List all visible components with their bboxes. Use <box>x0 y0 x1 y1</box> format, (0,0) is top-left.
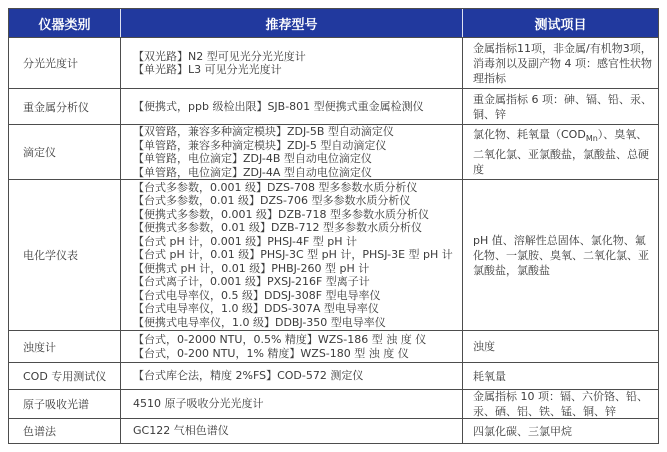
model-line: 【双光路】N2 型可见光分光光度计 <box>133 49 306 63</box>
model-line: 【便携式多参数，0.01 级】DZB-712 型多参数水质分析仪 <box>133 221 423 235</box>
category-label: 色谱法 <box>23 425 56 438</box>
tests-cell <box>463 180 658 330</box>
category-label: 浊度计 <box>23 340 56 354</box>
model-line: 【台式，0-2000 NTU，0.5% 精度】WZS-186 型 浊 度 仪 <box>133 333 427 346</box>
models-cell <box>120 180 463 330</box>
model-line: 【台式离子计，0.001 级】PXSJ-216F 型离子计 <box>133 275 370 289</box>
model-line: 【便携式多参数，0.001 级】DZB-718 型多参数水质分析仪 <box>133 207 429 221</box>
model-line: 【双管路，兼容多种滴定模块】ZDJ-5B 型自动滴定仪 <box>133 125 394 138</box>
table-row <box>9 418 658 443</box>
model-line: 【台式 pH 计，0.01 级】PHSJ-3C 型 pH 计，PHSJ-3E 型 pH 计 <box>133 248 453 262</box>
model-line: 【台式多参数，0.001 级】DZS-708 型多参数水质分析仪 <box>133 180 418 194</box>
category-cell <box>9 419 120 443</box>
model-line: 【台式库仑法，精度 2%FS】COD-572 测定仪 <box>133 369 364 383</box>
category-label: 滴定仪 <box>23 146 56 159</box>
category-label: 原子吸收光谱 <box>23 398 89 411</box>
tests-text: 金属指标11项，非金属/有机物3项，消毒剂以及副产物 4 项：感官性状物理指标 <box>473 41 652 85</box>
model-line: 【便携式，ppb 级检出限】SJB-801 型便携式重金属检测仪 <box>133 99 424 113</box>
category-label: COD 专用测试仪 <box>23 370 107 383</box>
model-line: 【台式 pH 计，0.001 级】PHSJ-4F 型 pH 计 <box>133 234 358 248</box>
model-line: 4510 原子吸收分光光度计 <box>133 397 264 411</box>
table-row <box>9 362 658 389</box>
models-cell <box>120 363 463 389</box>
category-label: 重金属分析仪 <box>23 100 89 114</box>
table-row <box>9 389 658 418</box>
model-line: 【单管路，电位滴定】ZDJ-4B 型自动电位滴定仪 <box>133 152 372 165</box>
tests-text: pH 值、溶解性总固体、氯化物、氟化物、一氯胺、臭氧、二氧化氯、亚氯酸盐，氯酸盐 <box>473 233 649 277</box>
category-cell <box>9 331 120 362</box>
category-cell <box>9 180 120 330</box>
table-row <box>9 330 658 362</box>
models-cell <box>120 331 463 362</box>
category-cell <box>9 363 120 389</box>
tests-text: 浊度 <box>473 340 495 353</box>
model-line: 【台式，0-200 NTU，1% 精度】WZS-180 型 浊 度 仪 <box>133 346 409 360</box>
model-line: 【台式电导率仪，0.5 级】DDSJ-308F 型电导率仪 <box>133 288 381 302</box>
tests-cell <box>463 419 658 443</box>
category-cell <box>9 38 120 88</box>
model-line: 【便携式 pH 计，0.01 级】PHBJ-260 型 pH 计 <box>133 261 370 275</box>
category-cell <box>9 125 120 179</box>
tests-cell <box>463 390 658 418</box>
table-row <box>9 88 658 124</box>
tests-cell <box>463 125 658 179</box>
model-line: 【单管路，电位滴定】ZDJ-4A 型自动电位滴定仪 <box>133 165 372 179</box>
model-line: 【单光路】L3 可见分光光度计 <box>133 63 282 76</box>
table-header-row <box>9 9 658 37</box>
cod-mn-subscript: Mn <box>585 134 598 144</box>
header-instrument-category: 仪器类别 <box>38 17 91 33</box>
models-cell <box>120 419 463 443</box>
model-line: GC122 气相色谱仪 <box>133 424 229 438</box>
category-label: 电化学仪表 <box>23 249 78 262</box>
models-cell <box>120 38 463 88</box>
table-row <box>9 37 658 88</box>
header-recommended-model: 推荐型号 <box>120 9 463 37</box>
model-line: 【台式多参数，0.01 级】DZS-706 型多参数水质分析仪 <box>133 194 411 208</box>
instrument-table <box>8 8 659 444</box>
tests-cell <box>463 89 658 124</box>
table-row <box>9 124 658 179</box>
tests-text: 重金属指标 6 项：砷、镉、铅、汞、铜、锌 <box>473 92 652 121</box>
tests-text-part: ）、臭氧、二氧化氯、亚氯酸盐，氯酸盐、总硬度 <box>473 128 649 176</box>
tests-cell <box>463 363 658 389</box>
category-cell <box>9 390 120 418</box>
tests-text: 金属指标 10 项：镉、六价铬、铅、汞、硒、铝、铁、锰、铜、锌 <box>473 390 648 418</box>
table-row <box>9 179 658 330</box>
category-cell <box>9 89 120 124</box>
header-test-items: 测试项目 <box>534 17 587 33</box>
models-cell <box>120 390 463 418</box>
tests-text: 四氯化碳、三氯甲烷 <box>473 424 572 438</box>
category-label: 分光光度计 <box>23 57 78 70</box>
tests-text <box>473 127 652 176</box>
model-line: 【单管路，兼容多种滴定模块】ZDJ-5 型自动滴定仪 <box>133 138 387 152</box>
tests-text-part: 氯化物、耗氧量（COD <box>473 128 586 142</box>
tests-text: 耗氧量 <box>473 369 506 383</box>
tests-cell <box>463 331 658 362</box>
models-cell <box>120 125 463 179</box>
model-line: 【台式电导率仪，1.0 级】DDS-307A 型电导率仪 <box>133 302 379 316</box>
models-cell <box>120 89 463 124</box>
model-line: 【便携式电导率仪，1.0 级】DDBJ-350 型电导率仪 <box>133 315 386 329</box>
tests-cell <box>463 38 658 88</box>
